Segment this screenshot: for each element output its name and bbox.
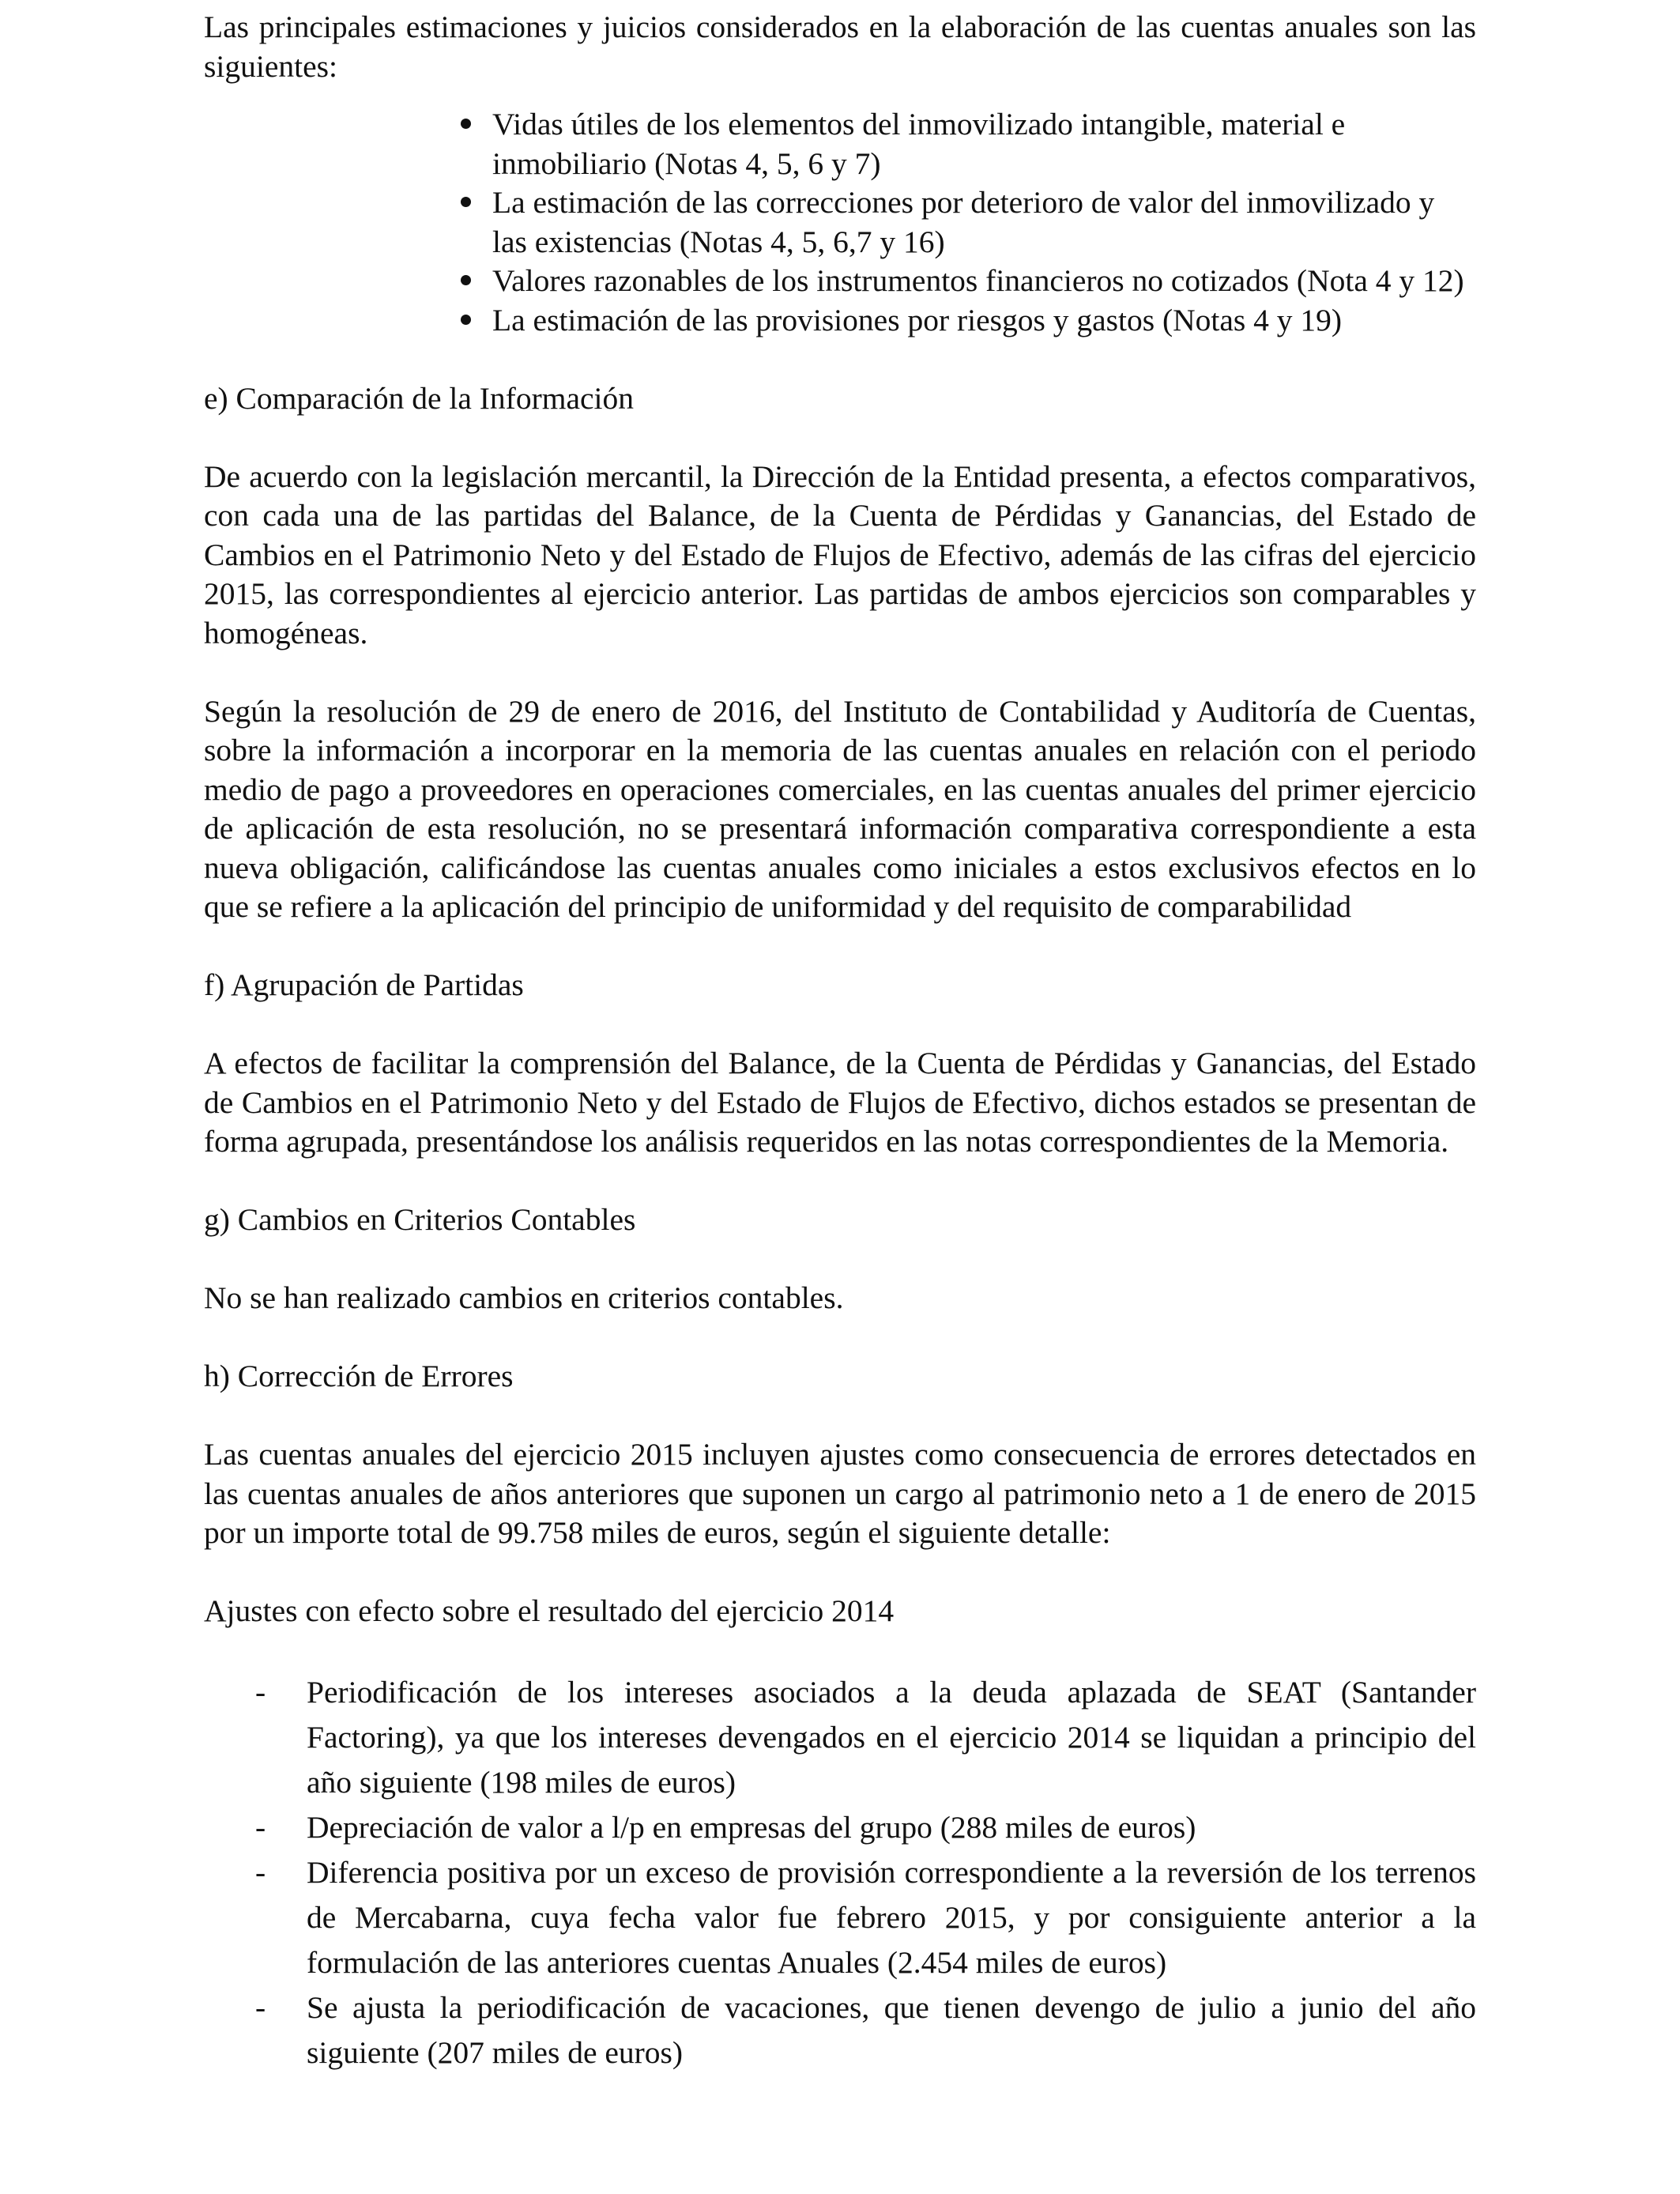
bullet-icon <box>461 119 471 129</box>
section-e-paragraph-1: De acuerdo con la legislación mercantil, la Dirección de la Entidad presenta, a efectos comparativos, con cada una de las partidas del Balance, de la Cuenta de Pérdidas y Ganancias, del Estado de Cambios en el Patrimonio Neto y del Estado de Flujos de Efectivo, además de las cifras del ejercicio 2015, las correspondientes al ejercicio anterior. Las partidas de ambos ejercicios son comparables y homogéneas. <box>204 458 1476 650</box>
list-item-text: Periodificación de los intereses asociados a la deuda aplazada de SEAT (Santander Factoring), ya que los intereses devengados en el ejercicio 2014 se liquidan a principio del año siguiente (198 miles de euros) <box>307 1675 1476 1800</box>
bullet-icon <box>461 315 471 325</box>
section-g-heading: g) Cambios en Criterios Contables <box>204 1202 636 1237</box>
section-e-heading: e) Comparación de la Información <box>204 380 634 416</box>
list-item-text: Diferencia positiva por un exceso de provisión correspondiente a la reversión de los terrenos de Mercabarna, cuya fecha valor fue febrero 2015, y por consiguiente anterior a la formulación de las anteriores cuentas Anuales (2.454 miles de euros) <box>307 1855 1476 1980</box>
section-h-heading: h) Corrección de Errores <box>204 1359 514 1393</box>
list-item-text: La estimación de las correcciones por deterioro de valor del inmovilizado y las existencias (Notas 4, 5, 6,7 y 16) <box>492 185 1435 259</box>
estimates-bullet-list <box>204 105 1476 340</box>
list-item <box>461 262 1476 301</box>
list-item <box>255 1985 1476 2075</box>
bullet-icon <box>461 275 471 285</box>
list-item-text: Valores razonables de los instrumentos financieros no cotizados (Nota 4 y 12) <box>492 263 1464 298</box>
list-item-text: Se ajusta la periodificación de vacaciones, que tienen devengo de julio a junio del año siguiente (207 miles de euros) <box>307 1990 1476 2070</box>
list-item-text: La estimación de las provisiones por riesgos y gastos (Notas 4 y 19) <box>492 302 1343 337</box>
list-item <box>461 301 1476 341</box>
intro-paragraph: Las principales estimaciones y juicios considerados en la elaboración de las cuentas anuales son las siguientes: <box>204 9 1476 84</box>
dash-marker: - <box>255 1990 266 2025</box>
section-e-paragraph-2: Según la resolución de 29 de enero de 2016, del Instituto de Contabilidad y Auditoría de Cuentas, sobre la información a incorporar en la memoria de las cuentas anuales en relación con el periodo medio de pago a proveedores en operaciones comerciales, en las cuentas anuales del primer ejercicio de aplicación de esta resolución, no se presentará información comparativa correspondiente a esta nueva obligación, calificándose las cuentas anuales como iniciales a estos exclusivos efectos en lo que se refiere a la aplicación del principio de uniformidad y del requisito de comparabilidad <box>204 693 1476 924</box>
list-item <box>461 105 1476 183</box>
adjustments-dash-list <box>204 1670 1476 2075</box>
dash-marker: - <box>255 1810 266 1845</box>
section-g-paragraph: No se han realizado cambios en criterios contables. <box>204 1280 844 1315</box>
list-item <box>255 1670 1476 1805</box>
dash-marker: - <box>255 1855 266 1890</box>
section-h-paragraph: Las cuentas anuales del ejercicio 2015 incluyen ajustes como consecuencia de errores detectados en las cuentas anuales de años anteriores que suponen un cargo al patrimonio neto a 1 de enero de 2015 por un importe total de 99.758 miles de euros, según el siguiente detalle: <box>204 1437 1476 1550</box>
list-item-text: Vidas útiles de los elementos del inmovilizado intangible, material e inmobiliario (Notas 4, 5, 6 y 7) <box>492 107 1346 181</box>
section-h-subheading: Ajustes con efecto sobre el resultado del ejercicio 2014 <box>204 1593 895 1628</box>
section-f-heading: f) Agrupación de Partidas <box>204 967 524 1002</box>
list-item <box>255 1850 1476 1985</box>
document-page <box>204 8 1476 2075</box>
bullet-icon <box>461 197 471 207</box>
list-item <box>255 1805 1476 1850</box>
list-item <box>461 183 1476 262</box>
section-f-paragraph: A efectos de facilitar la comprensión del Balance, de la Cuenta de Pérdidas y Ganancias, del Estado de Cambios en el Patrimonio Neto y del Estado de Flujos de Efectivo, dichos estados se presentan de forma agrupada, presentándose los análisis requeridos en las notas correspondientes de la Memoria. <box>204 1046 1476 1159</box>
list-item-text: Depreciación de valor a l/p en empresas del grupo (288 miles de euros) <box>307 1810 1196 1845</box>
dash-marker: - <box>255 1675 266 1710</box>
